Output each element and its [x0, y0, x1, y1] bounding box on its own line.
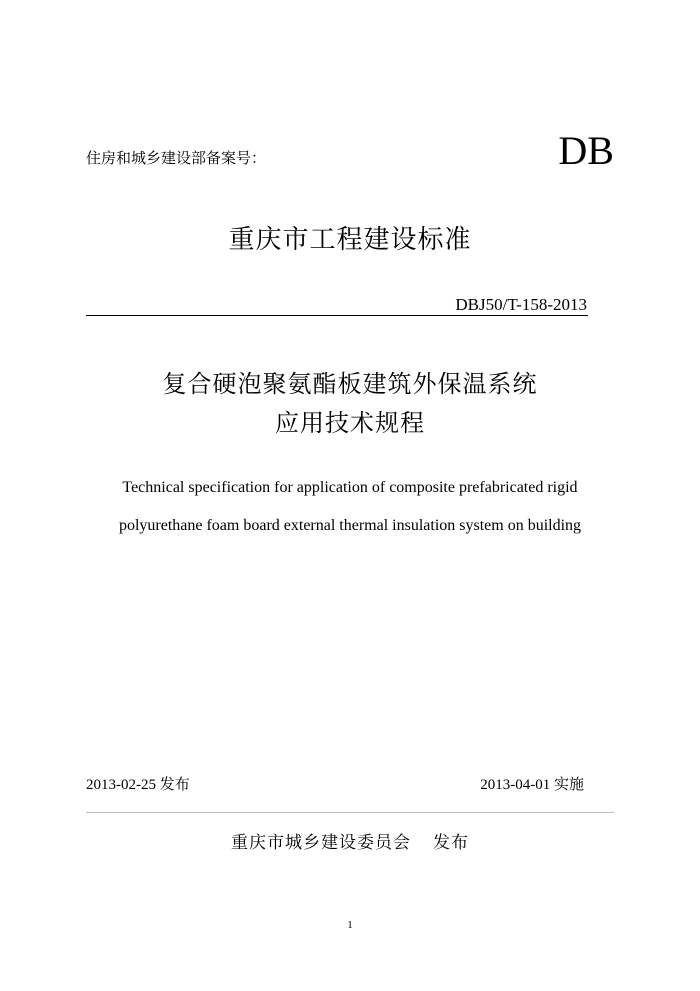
issue-date: 2013-02-25 发布	[86, 777, 190, 793]
document-title-en-line2: polyurethane foam board external thermal insulation system on building	[118, 517, 582, 534]
publisher-name: 重庆市城乡建设委员会	[231, 833, 411, 853]
date-divider-line	[86, 812, 614, 813]
standard-category-title: 重庆市工程建设标准	[228, 225, 472, 255]
publisher-action: 发布	[433, 833, 469, 853]
document-title-cn-line2: 应用技术规程	[275, 409, 425, 437]
filing-number-label: 住房和城乡建设部备案号：	[86, 149, 267, 167]
title-divider-line	[86, 315, 588, 316]
implementation-date: 2013-04-01 实施	[480, 777, 584, 793]
db-standard-mark: DB	[558, 128, 614, 173]
page-number: 1	[347, 919, 353, 931]
publisher-line	[0, 828, 700, 853]
document-title-en-line1: Technical specification for application of composite prefabricated rigid	[122, 479, 578, 496]
document-title-cn-line1: 复合硬泡聚氨酯板建筑外保温系统	[162, 370, 538, 398]
standard-number: DBJ50/T-158-2013	[455, 295, 587, 314]
